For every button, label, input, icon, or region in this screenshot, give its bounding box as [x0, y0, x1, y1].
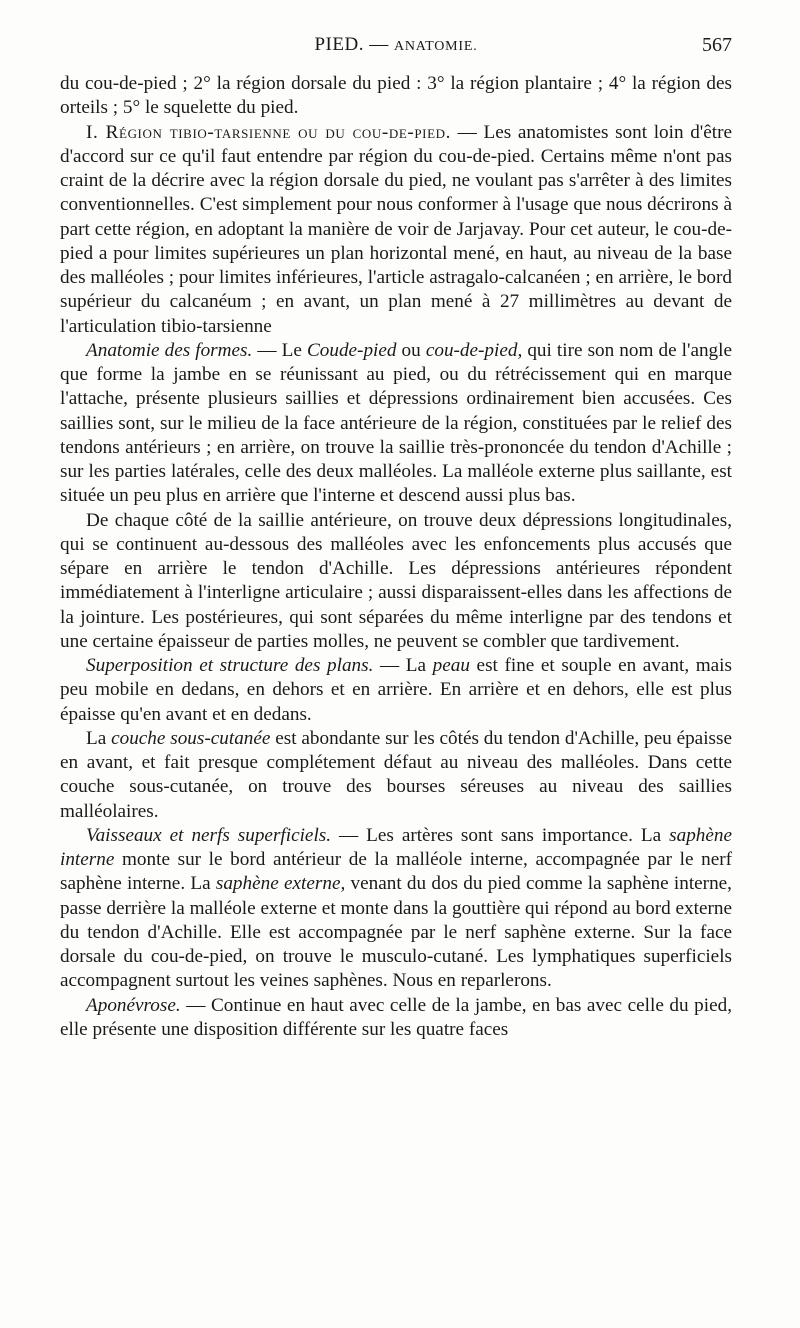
italic-text: Aponévrose. [86, 994, 181, 1016]
paragraph [60, 727, 732, 824]
paragraph [60, 509, 732, 655]
paragraph [60, 72, 732, 121]
paragraph [60, 121, 732, 339]
paragraph-text: est fine et souple en avant, mais peu mobile en dedans, en dehors et en arrière. En arrière et en dehors, elle est plus épaisse qu'en avant et en dedans. [60, 655, 732, 725]
running-title-section: ANATOMIE. [393, 39, 478, 54]
paragraph [60, 824, 732, 994]
paragraph-text: — Le [252, 339, 307, 361]
paragraph-text: ou [396, 339, 426, 361]
paragraph-text: — Les artères sont sans importance. La [331, 824, 670, 846]
running-header [60, 34, 732, 64]
page-number: 567 [702, 34, 732, 56]
paragraph-text: est abondante sur les côtés du tendon d'Achille, peu épaisse en avant, et fait presque complétement défaut au niveau des malléoles. Dans cette couche sous-cutanée, on trouve des bourses séreuses au niveau des saillies malléolaires. [60, 727, 732, 822]
italic-text: saphène externe, [215, 873, 346, 895]
italic-text: cou-de-pied, [425, 339, 523, 361]
italic-text: Coude-pied [306, 339, 397, 361]
paragraph-text: venant du dos du pied comme la saphène interne, passe derrière la malléole externe et monte dans la gouttière qui répond au bord externe du tendon d'Achille. Elle est accompagnée par le nerf saphène externe. Sur la face dorsale du cou-de-pied, on trouve le musculo-cutané. Les lymphatiques superficiels accompagnent surtout les veines saphènes. Nous en reparlerons. [60, 873, 732, 992]
running-title-main: PIED. — [314, 34, 394, 55]
paragraph-text: De chaque côté de la saillie antérieure, on trouve deux dépressions longitudinales, qui se continuent au-dessous des malléoles avec les enfoncements plus accusés que sépare en arrière le tendon d'Achille. Les dépressions antérieures répondent immédiatement à l'interligne articulaire ; aussi disparaissent-elles dans les affections de la jointure. Les postérieures, qui sont séparées du même interligne par des tendons et une certaine épaisseur de parties molles, ne peuvent se combler que tardivement. [60, 509, 732, 652]
paragraph-text: qui tire son nom de l'angle que forme la jambe en se réunissant au pied, ou du rétrécissement qui en marque l'attache, présente plusieurs saillies et dépressions ordinairement bien accusées. Ces saillies sont, sur le milieu de la face antérieure de la région, constituées par le relief des tendons antérieurs ; en arrière, on trouve la saillie très-prononcée du tendon d'Achille ; sur les parties latérales, celle des deux malléoles. La malléole externe plus saillante, est située un peu plus en arrière que l'interne et descend aussi plus bas. [60, 339, 733, 507]
paragraph [60, 339, 732, 509]
paragraph-text: — Les anatomistes sont loin d'être d'accord sur ce qu'il faut entendre par région du cou-de-pied. Certains même n'ont pas craint de la décrire avec la région dorsale du pied, ne voulant pas s'arrêter à des limites conventionnelles. C'est simplement pour nous conformer à l'usage que nous décrirons à part cette région, en adoptant la manière de voir de Jarjavay. Pour cet auteur, le cou-de-pied a pour limites supérieures un plan horizontal mené, en haut, au niveau de la base des malléoles ; pour limites inférieures, l'article astragalo-calcanéen ; en arrière, le bord supérieur du calcanéum ; en avant, un plan mené à 27 millimètres au devant de l'articulation tibio-tarsienne [60, 121, 733, 337]
italic-text: Vaisseaux et nerfs superficiels. [86, 824, 332, 846]
running-title [60, 34, 732, 56]
page-body [60, 72, 732, 1042]
paragraph-text: monte sur le bord antérieur de la malléole interne, accompagnée par le nerf saphène interne. La [60, 849, 732, 895]
paragraph [60, 994, 732, 1043]
italic-text: saphène interne [60, 824, 733, 870]
italic-text: couche sous-cutanée [111, 727, 271, 749]
paragraph-text: La [86, 727, 112, 749]
small-caps-heading: I. Région tibio-tarsienne ou du cou-de-pied. [86, 121, 452, 143]
italic-text: peau [432, 655, 470, 676]
paragraph [60, 654, 732, 727]
italic-text: Superposition et structure des plans. [86, 655, 374, 676]
paragraph-text: — La [373, 655, 433, 676]
paragraph-text: du cou-de-pied ; 2° la région dorsale du pied : 3° la région plantaire ; 4° la région des orteils ; 5° le squelette du pied. [60, 73, 732, 119]
italic-text: Anatomie des formes. [86, 339, 253, 361]
paragraph-text: — Continue en haut avec celle de la jambe, en bas avec celle du pied, elle présente une disposition différente sur les quatre faces [60, 994, 732, 1040]
